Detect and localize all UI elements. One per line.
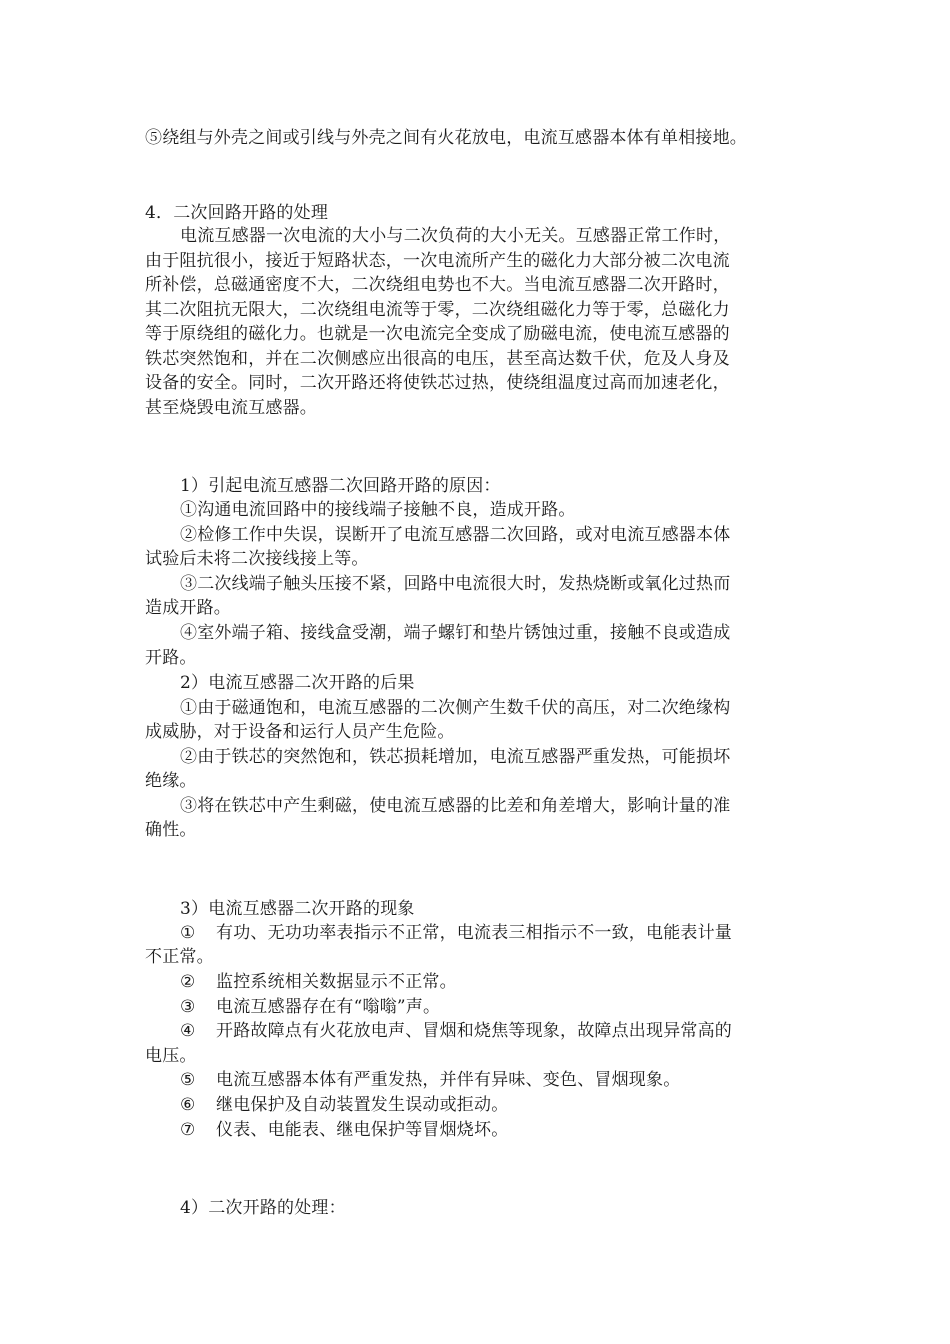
phenomena-item xyxy=(180,1093,860,1118)
causes-line: ①沟通电流回路中的接线端子接触不良，造成开路。 xyxy=(180,500,576,520)
phenomena-item-text: 电流互感器存在有“嗡嗡”声。 xyxy=(216,997,441,1017)
phenomena-item-number: ④ xyxy=(180,1021,196,1041)
section-4-paragraph-line: 由于阻抗很小，接近于短路状态，一次电流所产生的磁化力大部分被二次电流 xyxy=(145,251,730,271)
section-4-paragraph-line: 设备的安全。同时，二次开路还将使铁芯过热，使绕组温度过高而加速老化， xyxy=(145,373,730,393)
section-4-heading: 4．二次回路开路的处理 xyxy=(145,203,329,223)
phenomena-heading: 3）电流互感器二次开路的现象 xyxy=(180,899,415,919)
phenomena-item-continuation: 电压。 xyxy=(145,1046,197,1066)
phenomena-item-number: ① xyxy=(180,923,196,943)
consequences-heading: 2）电流互感器二次开路的后果 xyxy=(180,673,415,693)
consequences-line: 确性。 xyxy=(145,820,197,840)
phenomena-item xyxy=(180,995,860,1020)
phenomena-item-number: ⑤ xyxy=(180,1070,196,1090)
phenomena-item-text: 开路故障点有火花放电声、冒烟和烧焦等现象，故障点出现异常高的 xyxy=(216,1021,732,1041)
phenomena-item-continuation: 不正常。 xyxy=(145,947,214,967)
phenomena-item xyxy=(180,970,860,995)
causes-line: ③二次线端子触头压接不紧，回路中电流很大时，发热烧断或氧化过热而 xyxy=(180,574,731,594)
section-4-paragraph-line: 甚至烧毁电流互感器。 xyxy=(145,398,317,418)
section-4-paragraph-line: 其二次阻抗无限大，二次绕组电流等于零，二次绕组磁化力等于零，总磁化力 xyxy=(145,300,730,320)
intro-item-5: ⑤绕组与外壳之间或引线与外壳之间有火花放电，电流互感器本体有单相接地。 xyxy=(145,128,747,148)
phenomena-item-number: ② xyxy=(180,972,196,992)
handling-heading: 4）二次开路的处理： xyxy=(180,1198,346,1218)
causes-heading: 1）引起电流互感器二次回路开路的原因： xyxy=(180,476,501,496)
section-4-paragraph-line: 等于原绕组的磁化力。也就是一次电流完全变成了励磁电流，使电流互感器的 xyxy=(145,324,730,344)
phenomena-item xyxy=(180,921,860,946)
consequences-line: ②由于铁芯的突然饱和，铁芯损耗增加，电流互感器严重发热，可能损坏 xyxy=(180,747,731,767)
phenomena-item-text: 有功、无功功率表指示不正常，电流表三相指示不一致，电能表计量 xyxy=(216,923,732,943)
causes-line: 开路。 xyxy=(145,648,197,668)
phenomena-item xyxy=(180,1019,860,1044)
causes-line: ④室外端子箱、接线盒受潮，端子螺钉和垫片锈蚀过重，接触不良或造成 xyxy=(180,623,731,643)
phenomena-item-number: ⑦ xyxy=(180,1120,196,1140)
phenomena-item-text: 电流互感器本体有严重发热，并伴有异味、变色、冒烟现象。 xyxy=(216,1070,681,1090)
causes-line: 造成开路。 xyxy=(145,598,231,618)
section-4-paragraph-line: 电流互感器一次电流的大小与二次负荷的大小无关。互感器正常工作时， xyxy=(180,226,731,246)
phenomena-item xyxy=(180,1118,860,1143)
phenomena-item-number: ⑥ xyxy=(180,1095,196,1115)
phenomena-item xyxy=(180,1068,860,1093)
consequences-line: 成威胁，对于设备和运行人员产生危险。 xyxy=(145,722,455,742)
consequences-line: ①由于磁通饱和，电流互感器的二次侧产生数千伏的高压，对二次绝缘构 xyxy=(180,698,731,718)
consequences-line: ③将在铁芯中产生剩磁，使电流互感器的比差和角差增大，影响计量的准 xyxy=(180,796,731,816)
phenomena-item-text: 监控系统相关数据显示不正常。 xyxy=(216,972,457,992)
causes-line: ②检修工作中失误，误断开了电流互感器二次回路，或对电流互感器本体 xyxy=(180,525,731,545)
causes-line: 试验后未将二次接线接上等。 xyxy=(145,549,369,569)
phenomena-item-number: ③ xyxy=(180,997,196,1017)
phenomena-item-text: 继电保护及自动装置发生误动或拒动。 xyxy=(216,1095,509,1115)
consequences-line: 绝缘。 xyxy=(145,771,197,791)
phenomena-item-text: 仪表、电能表、继电保护等冒烟烧坏。 xyxy=(216,1120,509,1140)
section-4-paragraph-line: 铁芯突然饱和，并在二次侧感应出很高的电压，甚至高达数千伏，危及人身及 xyxy=(145,349,730,369)
section-4-paragraph-line: 所补偿，总磁通密度不大，二次绕组电势也不大。当电流互感器二次开路时， xyxy=(145,275,730,295)
